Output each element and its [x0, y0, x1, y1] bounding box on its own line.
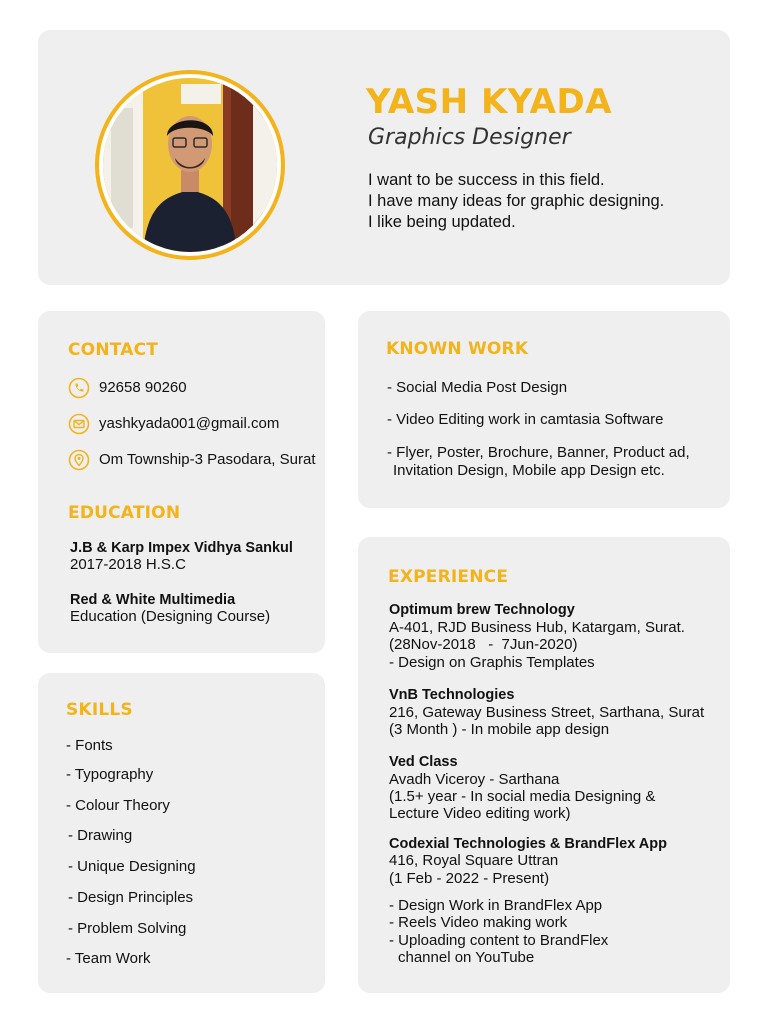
job-company: Ved Class — [389, 754, 458, 770]
skills-heading: SKILLS — [66, 700, 133, 720]
job-detail: (1.5+ year - In social media Designing & — [389, 788, 656, 805]
education-school: J.B & Karp Impex Vidhya Sankul — [70, 540, 293, 556]
skill-item: - Unique Designing — [68, 858, 196, 875]
skill-item: - Design Principles — [68, 889, 194, 906]
location-icon — [68, 449, 90, 471]
education-detail: 2017-2018 H.S.C — [70, 556, 186, 573]
profile-photo — [103, 78, 277, 252]
skill-item: - Team Work — [66, 950, 151, 967]
job-detail: (1 Feb - 2022 - Present) — [389, 870, 550, 887]
job-detail: (28Nov-2018 - 7Jun-2020) — [389, 636, 578, 653]
about-line: I have many ideas for graphic designing. — [368, 192, 665, 210]
job-duty: - Reels Video making work — [389, 914, 568, 931]
job-detail: Lecture Video editing work) — [389, 805, 571, 822]
known-work-item: - Social Media Post Design — [387, 379, 568, 396]
known-work-item: - Flyer, Poster, Brochure, Banner, Product ad, — [387, 444, 690, 461]
skill-item: - Colour Theory — [66, 797, 170, 814]
job-duty: channel on YouTube — [398, 949, 535, 966]
job-company: Optimum brew Technology — [389, 602, 575, 618]
job-detail: 216, Gateway Business Street, Sarthana, Surat — [389, 704, 705, 721]
skill-item: - Fonts — [66, 737, 113, 754]
known-work-item: Invitation Design, Mobile app Design etc. — [393, 462, 665, 479]
email-icon — [68, 413, 90, 435]
contact-email: yashkyada001@gmail.com — [99, 415, 280, 432]
contact-phone: 92658 90260 — [99, 379, 187, 396]
known-work-item: - Video Editing work in camtasia Software — [387, 411, 664, 428]
job-detail: (3 Month ) - In mobile app design — [389, 721, 610, 738]
job-detail: 416, Royal Square Uttran — [389, 852, 559, 869]
contact-heading: CONTACT — [68, 340, 159, 360]
education-detail: Education (Designing Course) — [70, 608, 271, 625]
job-title: Graphics Designer — [368, 125, 571, 150]
job-duty: - Uploading content to BrandFlex — [389, 932, 609, 949]
education-heading: EDUCATION — [68, 503, 181, 523]
job-company: Codexial Technologies & BrandFlex App — [389, 836, 667, 852]
job-detail: - Design on Graphis Templates — [389, 654, 595, 671]
about-line: I want to be success in this field. — [368, 171, 605, 189]
known-work-heading: KNOWN WORK — [386, 339, 529, 359]
job-duty: - Design Work in BrandFlex App — [389, 897, 603, 914]
experience-heading: EXPERIENCE — [388, 567, 509, 587]
phone-icon — [68, 377, 90, 399]
candidate-name: YASH KYADA — [366, 82, 613, 122]
skill-item: - Problem Solving — [68, 920, 187, 937]
skill-item: - Drawing — [68, 827, 133, 844]
job-detail: Avadh Viceroy - Sarthana — [389, 771, 560, 788]
job-detail: A-401, RJD Business Hub, Katargam, Surat. — [389, 619, 685, 636]
education-school: Red & White Multimedia — [70, 592, 236, 608]
job-company: VnB Technologies — [389, 687, 515, 703]
about-line: I like being updated. — [368, 213, 516, 231]
skill-item: - Typography — [66, 766, 154, 783]
contact-address: Om Township-3 Pasodara, Surat — [99, 451, 316, 468]
